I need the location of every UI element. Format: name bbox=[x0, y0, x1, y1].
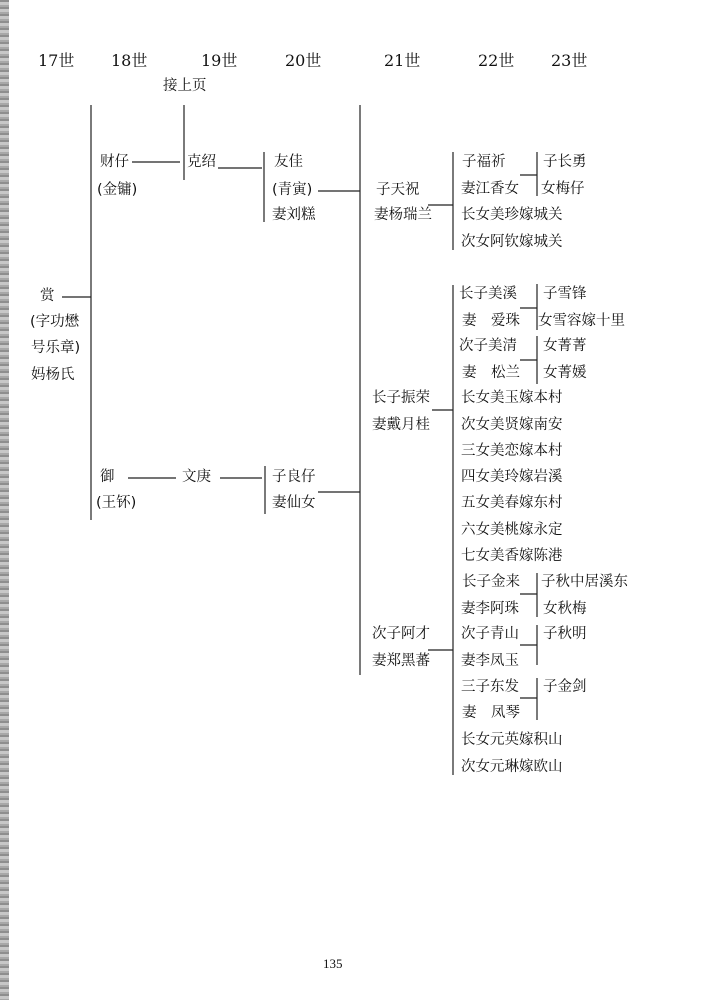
person-note: 号乐章) bbox=[31, 340, 81, 356]
list-item: 三女美恋嫁本村 bbox=[461, 443, 563, 459]
person-spouse: 妻戴月桂 bbox=[372, 417, 430, 433]
list-item: 五女美春嫁东村 bbox=[461, 495, 563, 511]
list-item: 子秋明 bbox=[543, 626, 587, 642]
list-item: 长女美珍嫁城关 bbox=[461, 207, 563, 223]
person-spouse: 妈杨氏 bbox=[31, 367, 75, 383]
list-item: 女梅仔 bbox=[541, 181, 585, 197]
list-item: 妻江香女 bbox=[461, 181, 519, 197]
gen-label-18: 18世 bbox=[111, 51, 148, 70]
list-item: 妻 松兰 bbox=[462, 365, 520, 381]
list-item: 次子青山 bbox=[461, 626, 519, 642]
list-item: 长女元英嫁积山 bbox=[461, 732, 563, 748]
list-item: 次女阿钦嫁城关 bbox=[461, 234, 563, 250]
list-item: 三子东发 bbox=[461, 679, 519, 695]
person-name: 子天祝 bbox=[376, 182, 420, 198]
list-item: 妻李凤玉 bbox=[461, 653, 519, 669]
person-name: 友佳 bbox=[274, 154, 303, 170]
person-name: 财仔 bbox=[100, 154, 129, 170]
person-spouse: 妻仙女 bbox=[272, 495, 316, 511]
list-item: 妻 爱珠 bbox=[462, 313, 520, 329]
person-spouse: 妻郑黑蕃 bbox=[372, 653, 430, 669]
person-name: 长子振荣 bbox=[372, 390, 430, 406]
person-note: (王钚) bbox=[96, 495, 137, 511]
gen-label-23: 23世 bbox=[551, 51, 588, 70]
page-number: 135 bbox=[323, 956, 343, 971]
gen-label-20: 20世 bbox=[285, 51, 322, 70]
person-g19-a: 克绍 bbox=[187, 154, 216, 170]
gen-label-21: 21世 bbox=[384, 51, 421, 70]
list-item: 妻 凤琴 bbox=[462, 705, 520, 721]
gen-label-19: 19世 bbox=[201, 51, 238, 70]
person-note: (青寅) bbox=[272, 182, 313, 198]
list-item: 子福祈 bbox=[462, 154, 506, 170]
person-note: (字功懋 bbox=[30, 314, 80, 330]
list-item: 女菁媛 bbox=[543, 365, 587, 381]
list-item: 次女美贤嫁南安 bbox=[461, 417, 563, 433]
list-item: 长子美溪 bbox=[459, 286, 517, 302]
list-item: 妻李阿珠 bbox=[461, 601, 519, 617]
person-name: 赏 bbox=[40, 288, 55, 304]
person-name: 子良仔 bbox=[272, 469, 316, 485]
list-item: 女秋梅 bbox=[543, 601, 587, 617]
person-g19-b: 文庚 bbox=[182, 469, 211, 485]
list-item: 六女美桃嫁永定 bbox=[461, 522, 563, 538]
person-name: 次子阿才 bbox=[372, 626, 430, 642]
person-spouse: 妻刘糕 bbox=[272, 207, 316, 223]
continued-label: 接上页 bbox=[163, 78, 207, 94]
list-item: 子长勇 bbox=[543, 154, 587, 170]
person-note: (金镛) bbox=[97, 182, 138, 198]
list-item: 子雪锋 bbox=[543, 286, 587, 302]
gen-label-22: 22世 bbox=[478, 51, 515, 70]
list-item: 次女元琳嫁欧山 bbox=[461, 759, 563, 775]
list-item: 长子金来 bbox=[462, 574, 520, 590]
list-item: 四女美玲嫁岩溪 bbox=[461, 469, 563, 485]
list-item: 七女美香嫁陈港 bbox=[461, 548, 563, 564]
list-item: 次子美清 bbox=[459, 338, 517, 354]
gen-label-17: 17世 bbox=[38, 51, 75, 70]
person-spouse: 妻杨瑞兰 bbox=[374, 207, 432, 223]
list-item: 子金剑 bbox=[543, 679, 587, 695]
list-item: 子秋中居溪东 bbox=[541, 574, 628, 590]
person-name: 御 bbox=[100, 469, 115, 485]
list-item: 长女美玉嫁本村 bbox=[461, 390, 563, 406]
list-item: 女雪容嫁十里 bbox=[538, 313, 625, 329]
list-item: 女菁菁 bbox=[543, 338, 587, 354]
